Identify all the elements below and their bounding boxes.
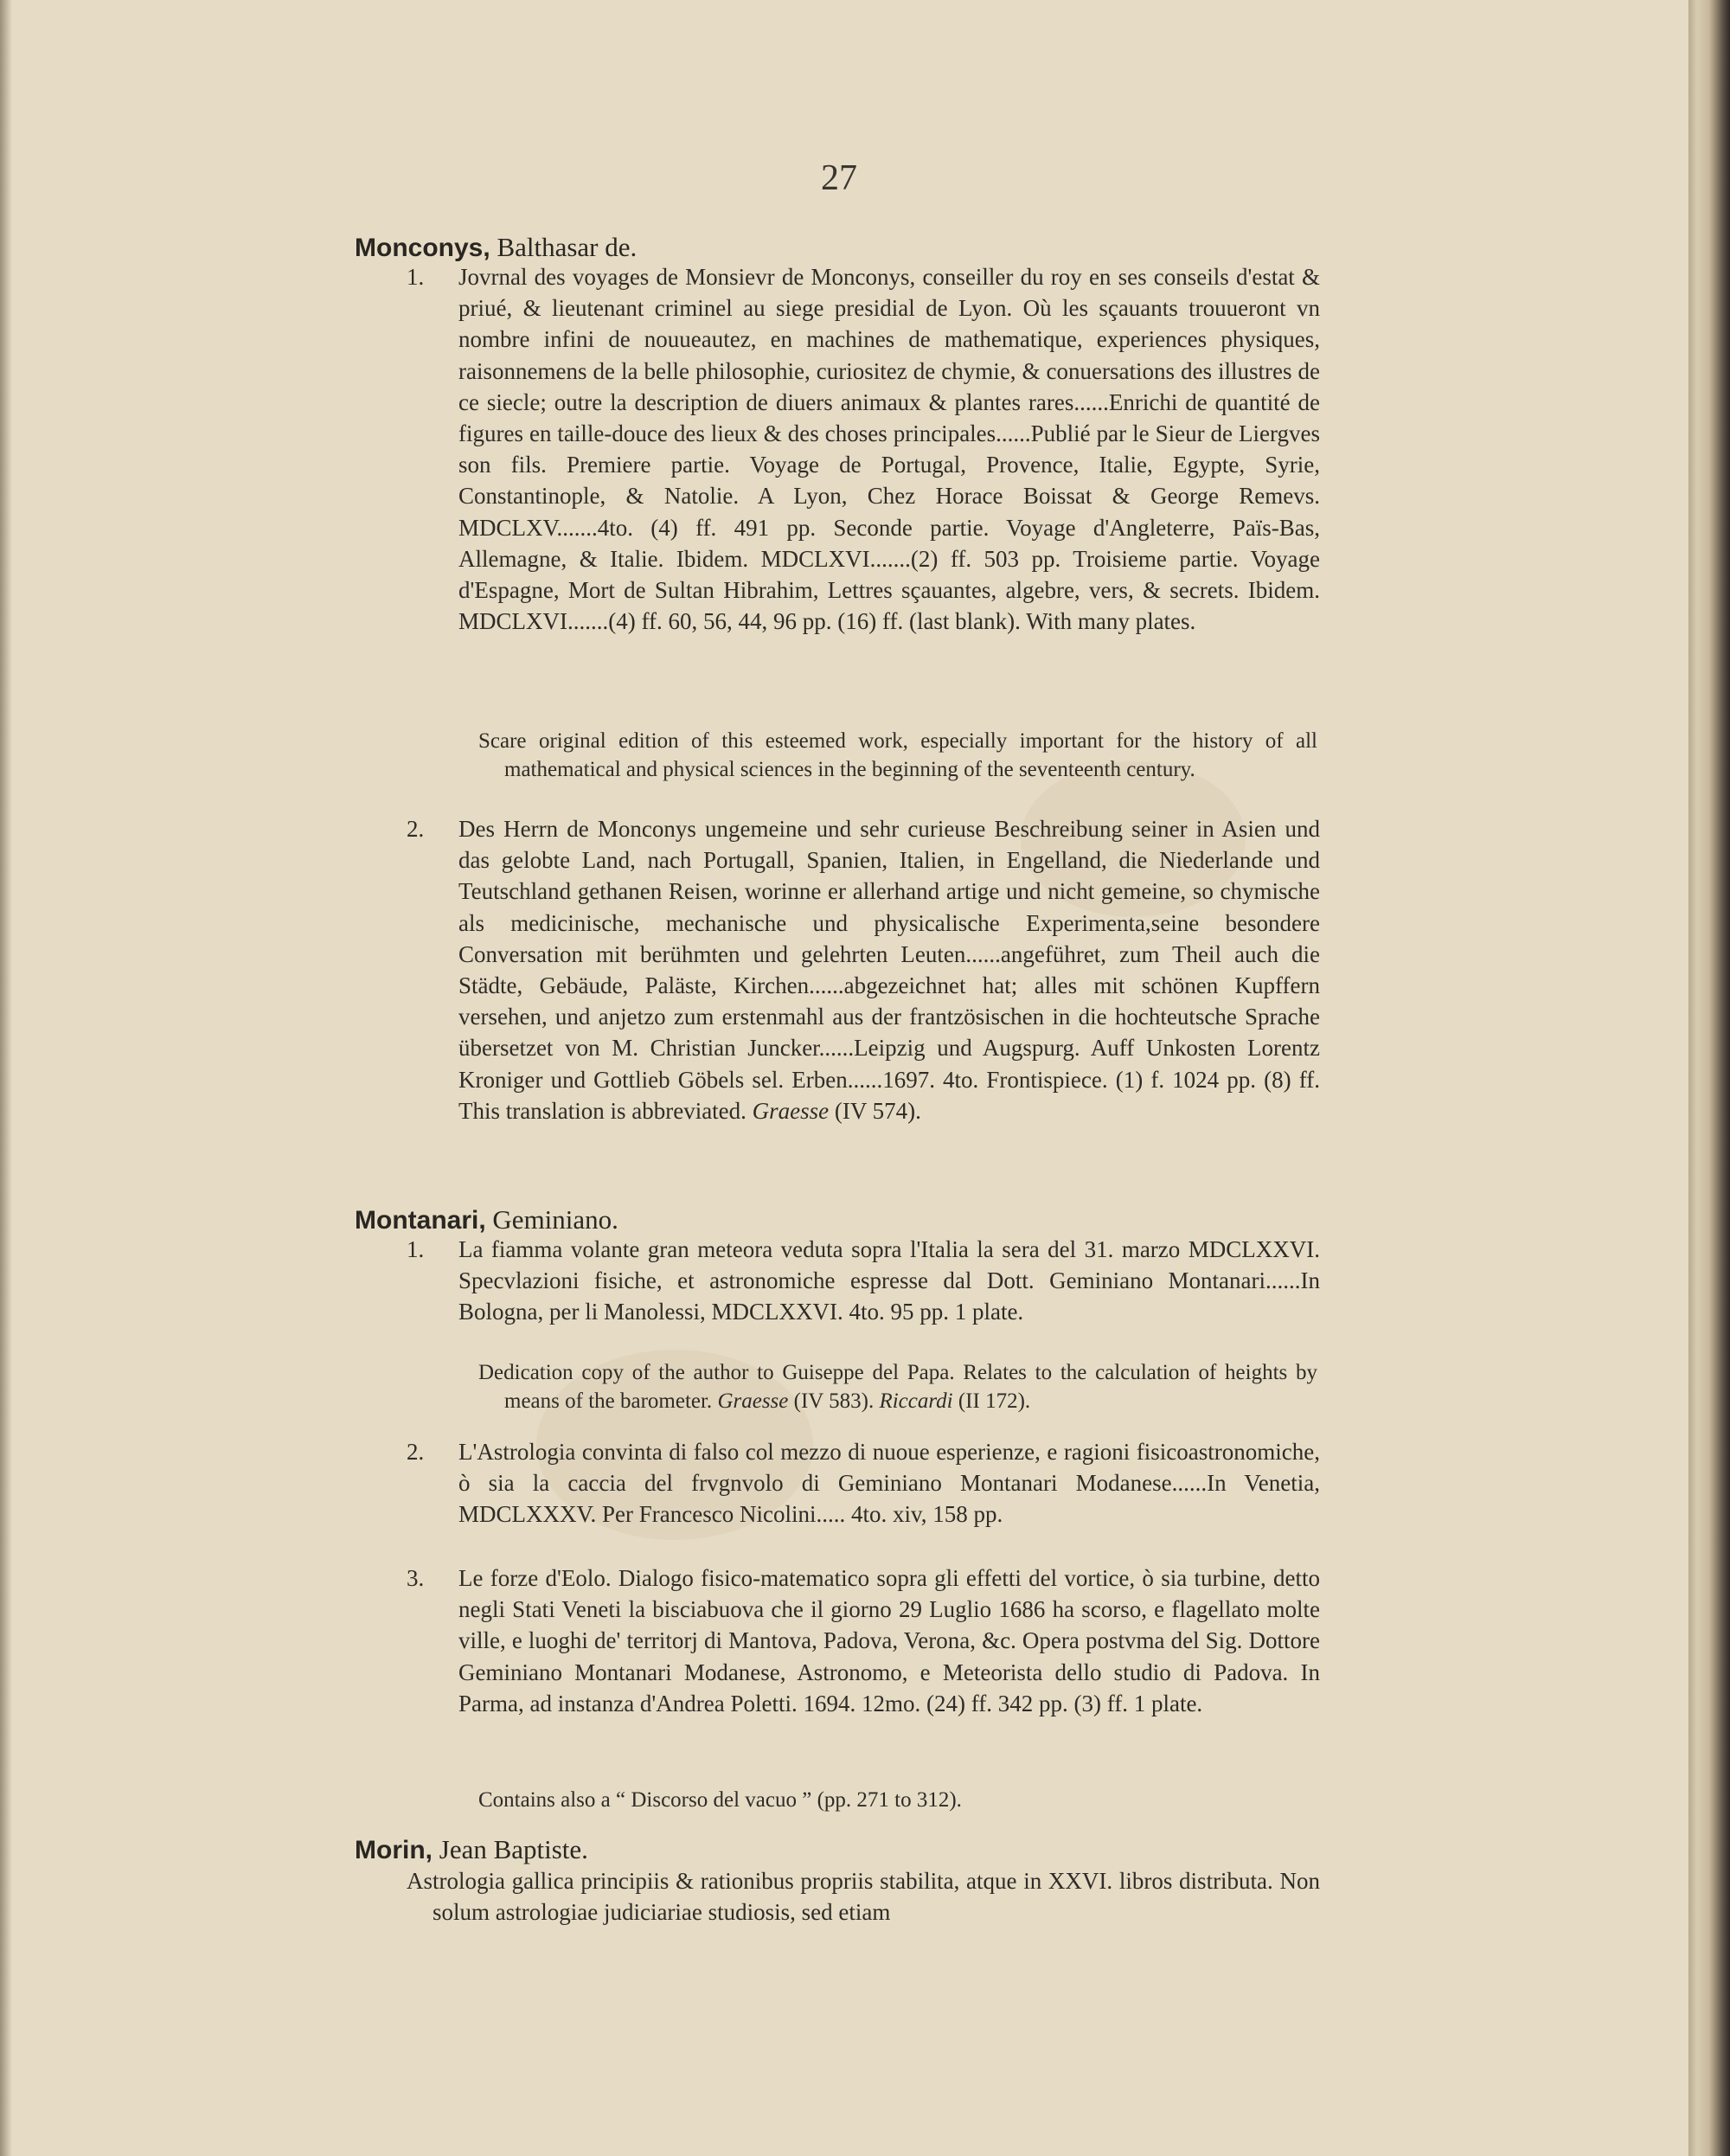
author-forename: Balthasar de. <box>497 232 638 262</box>
entry-number: 3. <box>407 1565 425 1591</box>
bibliographic-reference-volume: (IV 583). <box>788 1389 875 1413</box>
author-surname: Montanari, <box>355 1206 486 1235</box>
montanari-entry-3 <box>407 1562 1320 1719</box>
montanari-entry-1-note <box>478 1358 1317 1415</box>
entry-number: 2. <box>407 816 425 842</box>
bibliographic-reference: Graesse <box>717 1389 789 1413</box>
montanari-entry-3-note: Contains also a “ Discorso del vacuo ” (pp. 271 to 312). <box>478 1788 962 1812</box>
author-forename: Jean Baptiste. <box>439 1834 588 1864</box>
author-forename: Geminiano. <box>492 1204 618 1235</box>
entry-number: 2. <box>407 1439 425 1465</box>
author-surname: Morin, <box>355 1836 432 1864</box>
bibliographic-reference-volume: (IV 574). <box>829 1097 921 1124</box>
entry-text: Jovrnal des voyages de Monsievr de Monconys, conseiller du roy en ses conseils d'estat & priué, & lieutenant criminel au siege presidial de Lyon. Où les sçauants trouueront vn nombre infini de nouueautez, en machines de mathematique, experiences physiques, raisonnemens de la belle philosophie, curiositez de chymie, & conuersations des illustres de ce siecle; outre la description de diuers animaux & plantes rares......Enrichi de quantité de figures en taille-douce des lieux & des choses principales......Publié par le Sieur de Liergves son fils. Premiere partie. Voyage de Portugal, Provence, Italie, Egypte, Syrie, Constantinople, & Natolie. A Lyon, Chez Horace Boissat & George Remevs. MDCLXV.......4to. (4) ff. 491 pp. Seconde partie. Voyage d'Angleterre, Païs-Bas, Allemagne, & Italie. Ibidem. MDCLXVI.......(2) ff. 503 pp. Troisieme partie. Voyage d'Espagne, Mort de Sultan Hibrahim, Lettres sçauantes, algebre, vers, & secrets. Ibidem. MDCLXVI.......(4) ff. 60, 56, 44, 96 pp. (16) ff. (last blank). With many plates. <box>458 264 1320 635</box>
bibliographic-reference-volume: (II 172). <box>952 1389 1031 1413</box>
bibliographic-reference: Graesse <box>752 1097 830 1124</box>
book-page-edge <box>1688 0 1730 2156</box>
entry-text: L'Astrologia convinta di falso col mezzo di nuoue esperienze, e ragioni fisicoastronomiche, ò sia la caccia del frvgnvolo di Geminiano Montanari Modanese......In Venetia, MDCLXXXV. Per Francesco Nicolini..... 4to. xiv, 158 pp. <box>458 1439 1320 1528</box>
monconys-entry-2 <box>407 813 1320 1126</box>
page-gutter-shadow <box>0 0 12 2156</box>
morin-entry: Astrologia gallica principiis & rationibus propriis stabilita, atque in XXVI. libros distributa. Non solum astrologiae judiciariae studiosis, sed etiam <box>407 1868 1320 1926</box>
entry-number: 1. <box>407 1236 425 1262</box>
author-heading-morin <box>355 1834 588 1865</box>
monconys-entry-1 <box>407 261 1320 637</box>
note-text: Dedication copy of the author to Guiseppe del Papa. Relates to the calculation of heights by means of the barometer. <box>478 1361 1317 1413</box>
author-surname: Monconys, <box>355 234 490 262</box>
monconys-entry-1-note: Scare original edition of this esteemed work, especially important for the history of all mathematical and physical sciences in the beginning of the seventeenth century. <box>478 729 1317 781</box>
entry-text: Des Herrn de Monconys ungemeine und sehr curieuse Beschreibung seiner in Asien und das gelobte Land, nach Portugall, Spanien, Italien, in Engelland, die Niederlande und Teutschland gethanen Reisen, worinne er allerhand artige und nicht gemeine, so chymische als medicinische, mechanische und physicalische Experimenta,seine besondere Conversation mit berühmten und gelehrten Leuten......angeführet, zum Theil auch die Städte, Gebäude, Paläste, Kirchen......abgezeichnet hat; alles mit schönen Kupffern versehen, und anjetzo zum erstenmahl aus der frantzösischen in die hochteutsche Sprache übersetzet von M. Christian Juncker......Leipzig und Augspurg. Auff Unkosten Lorentz Kroniger und Gottlieb Göbels sel. Erben......1697. 4to. Frontispiece. (1) f. 1024 pp. (8) ff. This translation is abbreviated. <box>458 816 1320 1124</box>
page-number: 27 <box>821 158 857 198</box>
entry-text: Le forze d'Eolo. Dialogo fisico-matematico sopra gli effetti del vortice, ò sia turbine, detto negli Stati Veneti la bisciabuova che il giorno 29 Luglio 1686 ha scorso, e flagellato molte ville, e luoghi de' territorj di Mantova, Padova, Verona, &c. Opera postvma del Sig. Dottore Geminiano Montanari Modanese, Astronomo, e Meteorista dello studio di Padova. In Parma, ad instanza d'Andrea Poletti. 1694. 12mo. (24) ff. 342 pp. (3) ff. 1 plate. <box>458 1565 1320 1716</box>
bibliographic-reference: Riccardi <box>879 1389 953 1413</box>
montanari-entry-1 <box>407 1234 1320 1328</box>
entry-text: La fiamma volante gran meteora veduta sopra l'Italia la sera del 31. marzo MDCLXXVI. Specvlazioni fisiche, et astronomiche espresse dal Dott. Geminiano Montanari......In Bologna, per li Manolessi, MDCLXXVI. 4to. 95 pp. 1 plate. <box>458 1236 1320 1325</box>
author-heading-monconys <box>355 232 637 263</box>
entry-number: 1. <box>407 264 425 290</box>
author-heading-montanari <box>355 1204 618 1235</box>
montanari-entry-2 <box>407 1436 1320 1530</box>
